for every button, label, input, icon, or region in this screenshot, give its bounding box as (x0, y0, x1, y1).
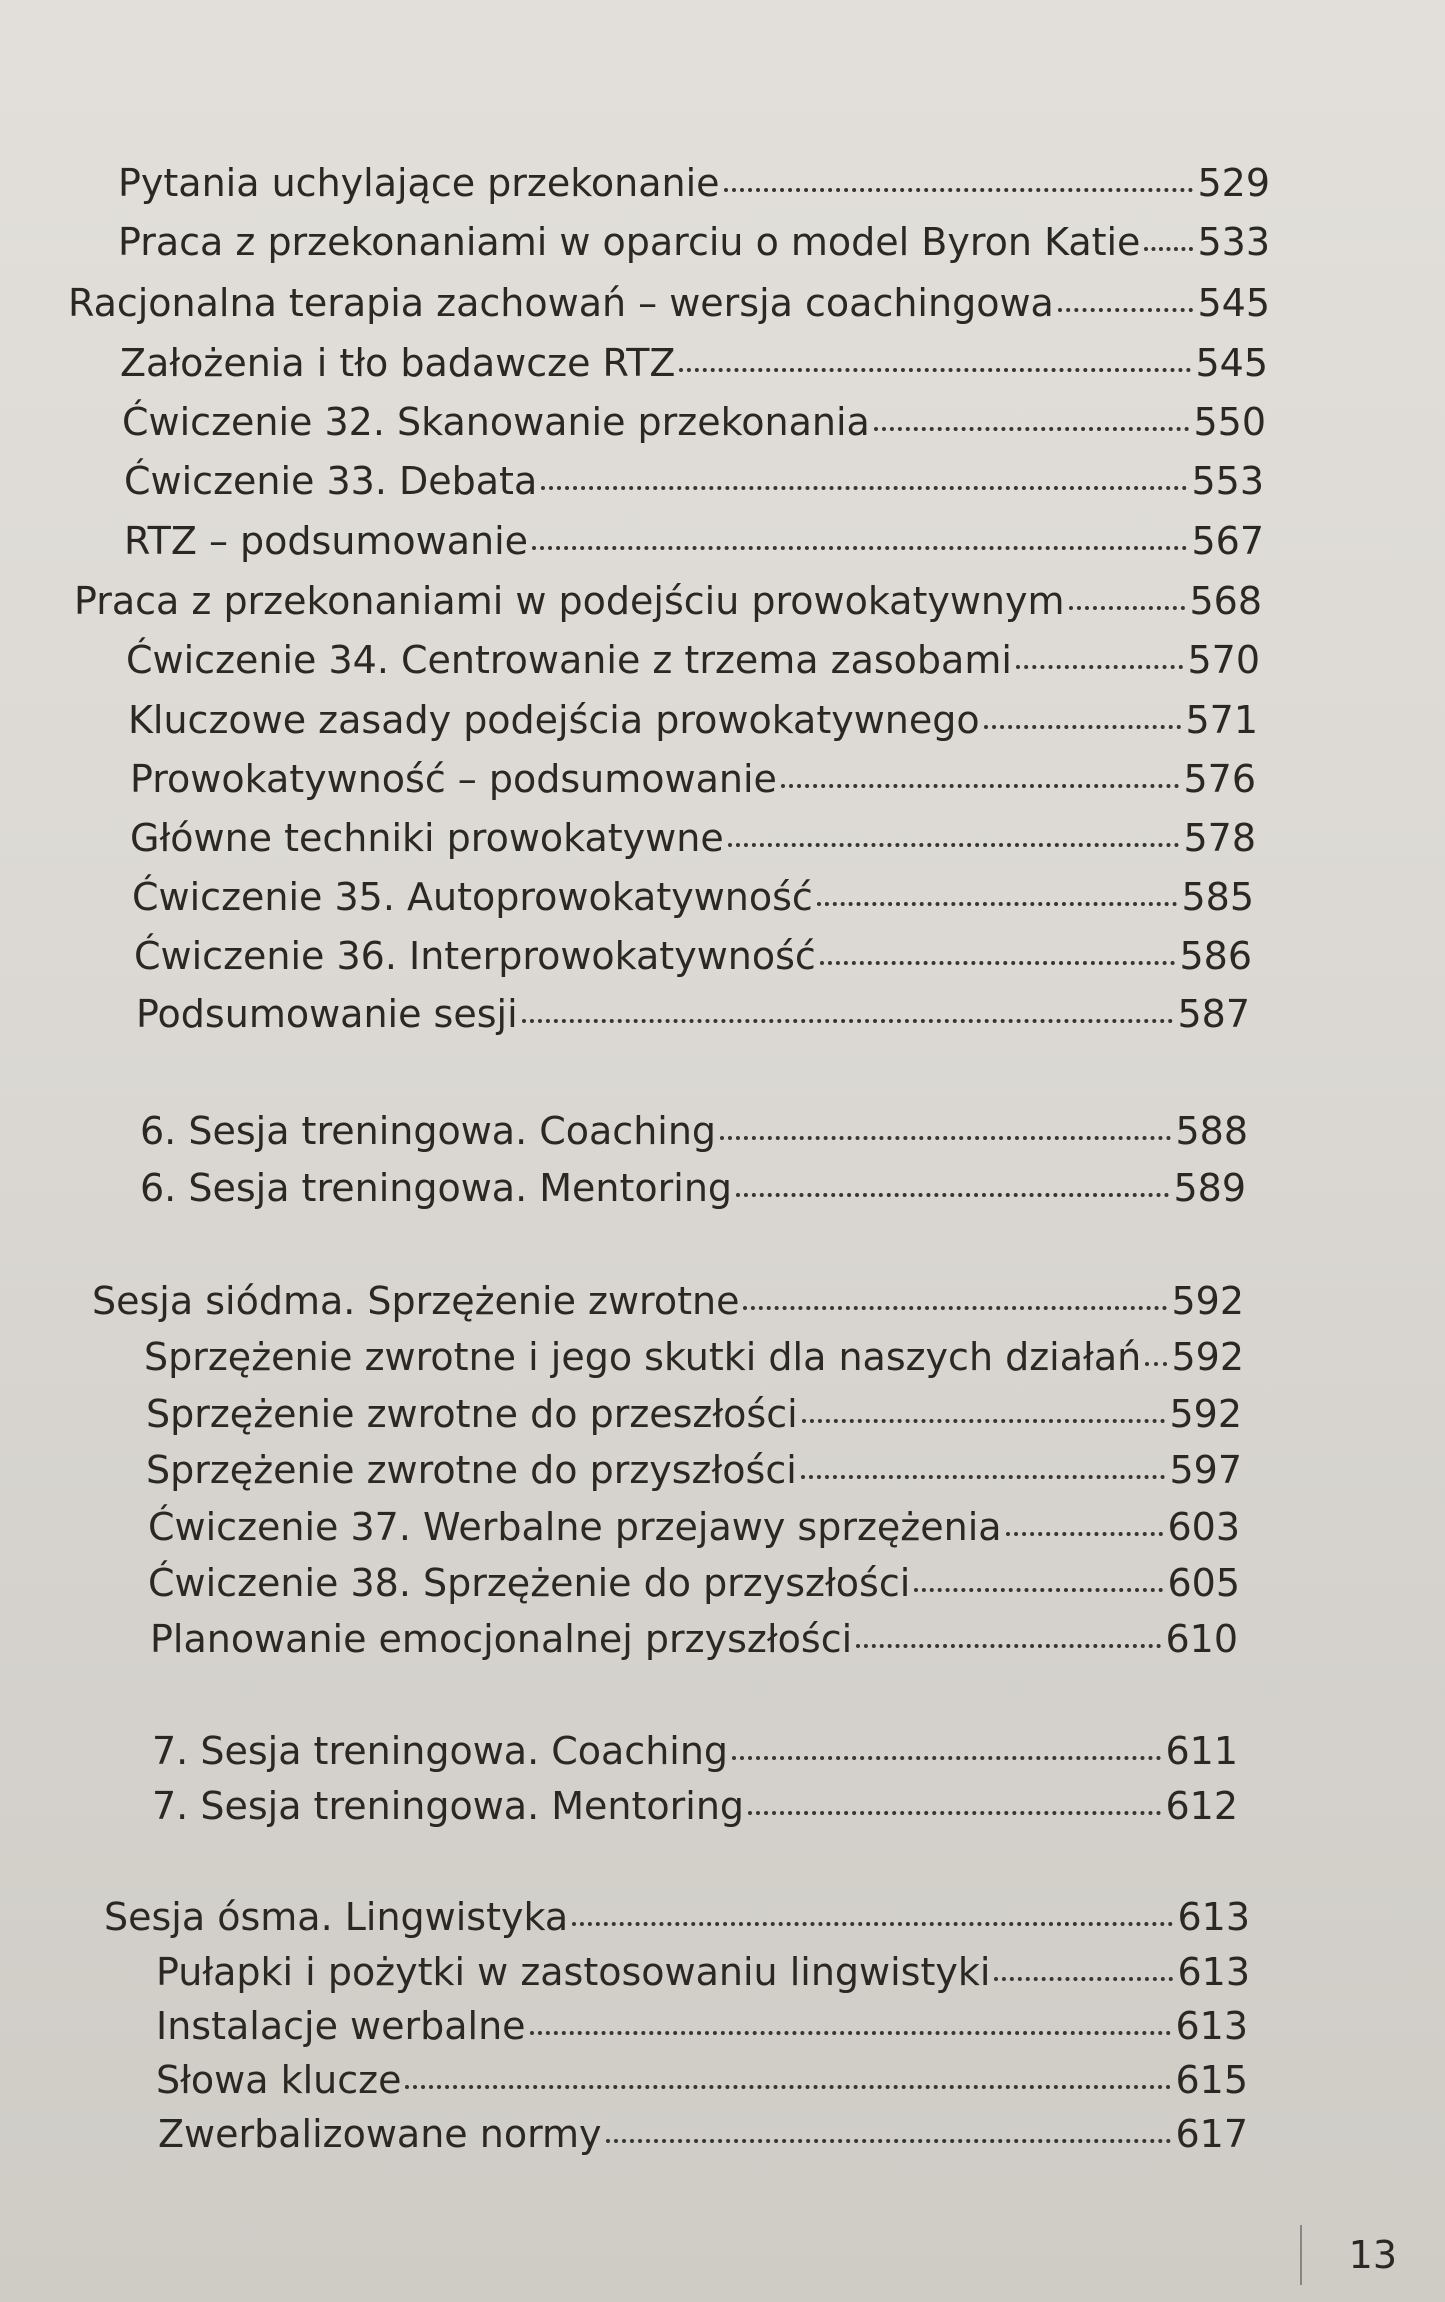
toc-entry (122, 394, 1266, 450)
entry-title: 7. Sesja treningowa. Mentoring (152, 1784, 745, 1828)
toc-entry (120, 335, 1268, 391)
entry-title: Ćwiczenie 38. Sprzężenie do przyszłości (148, 1561, 911, 1605)
entry-title: 6. Sesja treningowa. Coaching (140, 1109, 717, 1153)
dot-leader (679, 368, 1191, 372)
toc-entry (130, 810, 1256, 866)
toc-entry (144, 1329, 1244, 1385)
dot-leader (801, 1475, 1166, 1479)
entry-title: Ćwiczenie 33. Debata (124, 459, 538, 503)
toc-entry (134, 928, 1252, 984)
entry-page: 592 (1169, 1392, 1242, 1436)
dot-leader (820, 961, 1176, 965)
entry-page: 568 (1189, 579, 1262, 623)
entry-title: Ćwiczenie 36. Interprowokatywność (134, 934, 816, 978)
entry-title: Słowa klucze (156, 2058, 402, 2102)
entry-title: Prowokatywność – podsumowanie (130, 757, 777, 801)
toc-entry (92, 1273, 1244, 1329)
dot-leader (856, 1644, 1161, 1648)
dot-leader (724, 188, 1194, 192)
entry-page: 592 (1171, 1335, 1244, 1379)
toc-entry (146, 1386, 1242, 1442)
dot-leader (1144, 247, 1193, 251)
toc-entry (156, 1998, 1248, 2054)
dot-leader (914, 1588, 1163, 1592)
entry-page: 592 (1171, 1279, 1244, 1323)
toc-entry (128, 692, 1258, 748)
entry-page: 585 (1181, 875, 1254, 919)
toc-entry (68, 275, 1270, 331)
page-number: 13 (1300, 2225, 1445, 2285)
entry-title: 6. Sesja treningowa. Mentoring (140, 1166, 733, 1210)
entry-title: RTZ – podsumowanie (124, 519, 529, 563)
entry-title: Praca z przekonaniami w oparciu o model Byron Katie (118, 220, 1141, 264)
dot-leader (720, 1136, 1171, 1140)
toc-entry (158, 2106, 1248, 2162)
entry-title: Założenia i tło badawcze RTZ (120, 341, 676, 385)
entry-title: Główne techniki prowokatywne (130, 816, 724, 860)
entry-page: 617 (1175, 2112, 1248, 2156)
dot-leader (1016, 665, 1184, 669)
entry-title: Pytania uchylające przekonanie (118, 161, 720, 205)
toc-entry (156, 1944, 1250, 2000)
toc-entry (104, 1889, 1250, 1945)
toc-entry (140, 1160, 1246, 1216)
dot-leader (736, 1193, 1169, 1197)
toc-entry (124, 453, 1264, 509)
toc-entry (148, 1555, 1240, 1611)
dot-leader (732, 1756, 1161, 1760)
entry-page: 553 (1191, 459, 1264, 503)
entry-title: Pułapki i pożytki w zastosowaniu lingwistyki (156, 1950, 991, 1994)
toc-entry (150, 1611, 1238, 1667)
toc-entry (124, 513, 1264, 569)
toc-entry (146, 1442, 1242, 1498)
entry-page: 545 (1195, 341, 1268, 385)
entry-page: 597 (1169, 1448, 1242, 1492)
entry-page: 605 (1167, 1561, 1240, 1605)
dot-leader (606, 2139, 1172, 2143)
dot-leader (728, 843, 1180, 847)
dot-leader (781, 784, 1180, 788)
entry-page: 612 (1165, 1784, 1238, 1828)
toc-entry (152, 1778, 1238, 1834)
dot-leader (522, 1019, 1174, 1023)
entry-title: Zwerbalizowane normy (158, 2112, 602, 2156)
entry-title: 7. Sesja treningowa. Coaching (152, 1729, 729, 1773)
entry-title: Instalacje werbalne (156, 2004, 526, 2048)
toc-entry (74, 573, 1262, 629)
dot-leader (1145, 1362, 1167, 1366)
dot-leader (984, 725, 1182, 729)
entry-page: 570 (1187, 638, 1260, 682)
dot-leader (532, 546, 1187, 550)
entry-title: Praca z przekonaniami w podejściu prowokatywnym (74, 579, 1065, 623)
entry-page: 529 (1197, 161, 1270, 205)
dot-leader (1069, 606, 1186, 610)
entry-title: Sprzężenie zwrotne i jego skutki dla naszych działań (144, 1335, 1142, 1379)
entry-page: 545 (1197, 281, 1270, 325)
entry-page: 576 (1183, 757, 1256, 801)
entry-page: 611 (1165, 1729, 1238, 1773)
toc-entry (136, 986, 1250, 1042)
entry-title: Ćwiczenie 35. Autoprowokatywność (132, 875, 813, 919)
entry-title: Planowanie emocjonalnej przyszłości (150, 1617, 853, 1661)
dot-leader (530, 2031, 1172, 2035)
dot-leader (748, 1811, 1161, 1815)
entry-title: Sesja ósma. Lingwistyka (104, 1895, 569, 1939)
entry-page: 567 (1191, 519, 1264, 563)
dot-leader (541, 486, 1187, 490)
entry-page: 603 (1167, 1505, 1240, 1549)
dot-leader (817, 902, 1178, 906)
entry-title: Kluczowe zasady podejścia prowokatywnego (128, 698, 980, 742)
entry-page: 571 (1185, 698, 1258, 742)
dot-leader (994, 1977, 1173, 1981)
entry-title: Podsumowanie sesji (136, 992, 518, 1036)
entry-title: Ćwiczenie 34. Centrowanie z trzema zasobami (126, 638, 1012, 682)
dot-leader (1006, 1532, 1164, 1536)
entry-page: 586 (1179, 934, 1252, 978)
entry-page: 588 (1175, 1109, 1248, 1153)
entry-title: Racjonalna terapia zachowań – wersja coachingowa (68, 281, 1054, 325)
entry-page: 613 (1177, 1895, 1250, 1939)
dot-leader (405, 2085, 1171, 2089)
toc-entry (132, 869, 1254, 925)
toc-entry (126, 632, 1260, 688)
toc-entry (130, 751, 1256, 807)
entry-page: 613 (1177, 1950, 1250, 1994)
entry-page: 587 (1177, 992, 1250, 1036)
dot-leader (743, 1306, 1167, 1310)
entry-title: Sesja siódma. Sprzężenie zwrotne (92, 1279, 740, 1323)
entry-title: Ćwiczenie 37. Werbalne przejawy sprzężenia (148, 1505, 1002, 1549)
toc-entry (156, 2052, 1248, 2108)
toc-entry (118, 214, 1270, 270)
toc-entry (140, 1103, 1248, 1159)
entry-title: Sprzężenie zwrotne do przeszłości (146, 1392, 798, 1436)
entry-page: 610 (1165, 1617, 1238, 1661)
entry-page: 615 (1175, 2058, 1248, 2102)
toc-entry (118, 155, 1270, 211)
entry-title: Sprzężenie zwrotne do przyszłości (146, 1448, 797, 1492)
dot-leader (1058, 308, 1194, 312)
entry-page: 550 (1193, 400, 1266, 444)
entry-page: 613 (1175, 2004, 1248, 2048)
toc-entry (152, 1723, 1238, 1779)
dot-leader (802, 1419, 1166, 1423)
toc-entry (148, 1499, 1240, 1555)
entry-page: 589 (1173, 1166, 1246, 1210)
dot-leader (874, 427, 1190, 431)
dot-leader (572, 1922, 1173, 1926)
entry-title: Ćwiczenie 32. Skanowanie przekonania (122, 400, 870, 444)
entry-page: 533 (1197, 220, 1270, 264)
entry-page: 578 (1183, 816, 1256, 860)
